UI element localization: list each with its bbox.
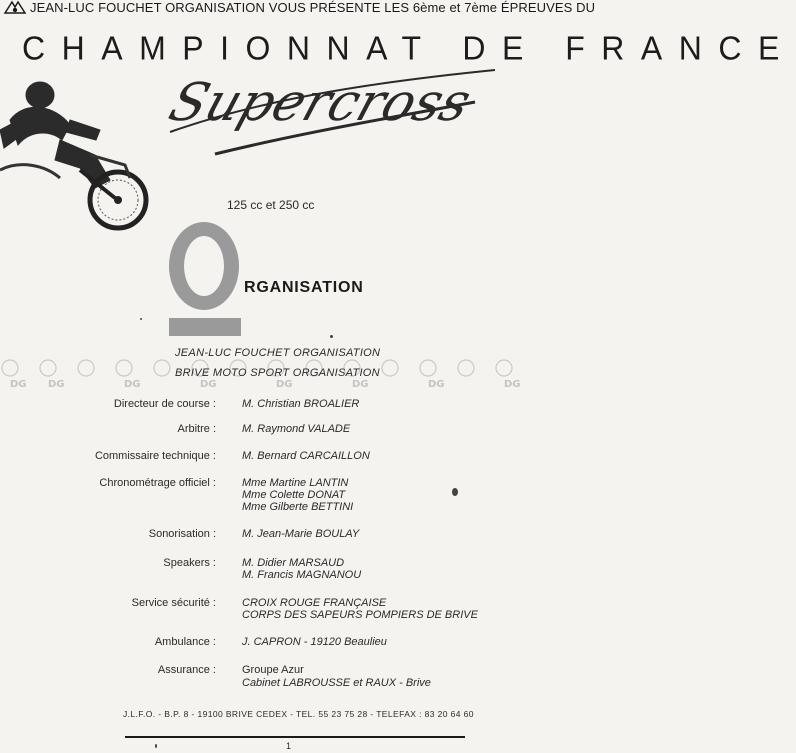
staff-label: Speakers : (163, 557, 216, 569)
staff-value: M. Christian BROALIER (242, 398, 360, 410)
watermark-label: DG (504, 379, 521, 390)
organiser-2: BRIVE MOTO SPORT ORGANISATION (175, 367, 380, 379)
staff-value: M. Francis MAGNANOU (242, 569, 362, 581)
watermark-label: DG (428, 379, 445, 390)
staff-value: M. Didier MARSAUD (242, 557, 345, 569)
staff-label: Directeur de course : (113, 398, 216, 410)
staff-value: M. Jean-Marie BOULAY (242, 528, 360, 540)
staff-value: M. Raymond VALADE (242, 423, 351, 435)
staff-value: Mme Colette DONAT (242, 489, 346, 501)
watermark-label: DG (276, 379, 293, 390)
scan-speck (155, 744, 157, 748)
staff-label: Service sécurité : (131, 597, 216, 609)
engine-classes: 125 cc et 250 cc (227, 198, 315, 212)
organisation-logo (4, 0, 26, 14)
staff-value: CROIX ROUGE FRANÇAISE (242, 597, 387, 609)
staff-value: CORPS DES SAPEURS POMPIERS DE BRIVE (242, 609, 478, 621)
footer-divider (125, 736, 465, 738)
page-number: 1 (286, 741, 292, 751)
staff-label: Commissaire technique : (94, 450, 216, 462)
staff-value: Groupe Azur (242, 664, 304, 676)
contact-footer: J.L.F.O. - B.P. 8 - 19100 BRIVE CEDEX - TEL. 55 23 75 28 - TELEFAX : 83 20 64 60 (123, 709, 474, 719)
staff-label: Arbitre : (177, 423, 216, 435)
section-heading: RGANISATION (244, 279, 364, 296)
staff-label: Ambulance : (154, 636, 216, 648)
scan-speck (140, 318, 142, 320)
staff-label: Assurance : (157, 664, 216, 676)
scan-speck (452, 488, 458, 496)
staff-value: Mme Martine LANTIN (242, 477, 349, 489)
championship-title: CHAMPIONNAT DE FRANCE (22, 29, 796, 67)
watermark-label: DG (124, 379, 141, 390)
motocross-rider-illustration (0, 60, 160, 240)
event-banner: JEAN-LUC FOUCHET ORGANISATION VOUS PRÉSENTE LES 6ème et 7ème ÉPREUVES DU (30, 0, 596, 15)
staff-value: M. Bernard CARCAILLON (242, 450, 370, 462)
watermark-label: DG (200, 379, 217, 390)
watermark-label: DG (352, 379, 369, 390)
supercross-text: Supercross (162, 71, 479, 133)
staff-value: Cabinet LABROUSSE et RAUX - Brive (242, 677, 431, 689)
scan-speck (330, 335, 333, 338)
staff-value: J. CAPRON - 19120 Beaulieu (242, 636, 387, 648)
staff-value: Mme Gilberte BETTINI (242, 501, 354, 513)
section-initial-o (163, 220, 245, 338)
staff-label: Sonorisation : (148, 528, 216, 540)
staff-label: Chronométrage officiel : (99, 477, 216, 489)
organiser-1: JEAN-LUC FOUCHET ORGANISATION (175, 347, 381, 359)
supercross-script-logo (162, 62, 505, 162)
watermark-label: DG (48, 379, 65, 390)
watermark-label: DG (10, 379, 27, 390)
